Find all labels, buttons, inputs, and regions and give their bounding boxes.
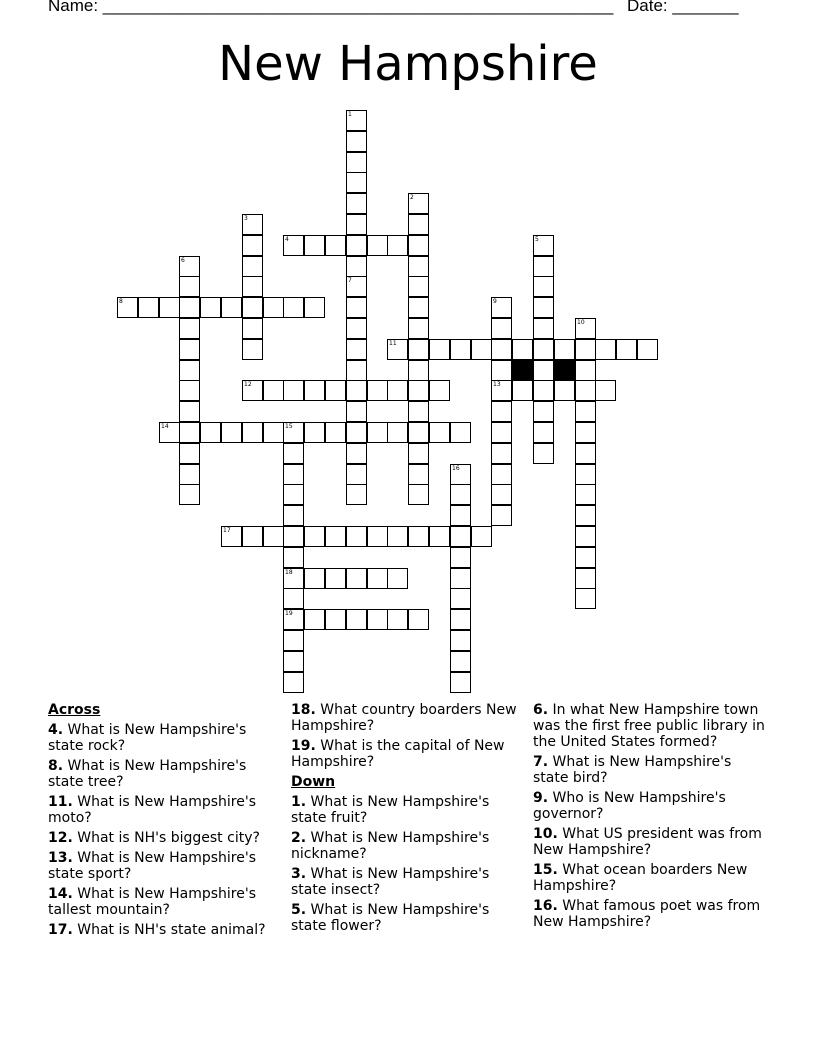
clue-number: 14.: [48, 886, 73, 902]
grid-cell[interactable]: [283, 235, 304, 256]
grid-cell[interactable]: [408, 443, 429, 464]
cell-number: 10: [577, 319, 585, 326]
grid-cell[interactable]: [263, 297, 284, 318]
grid-cell[interactable]: [346, 360, 367, 381]
grid-cell[interactable]: [450, 339, 471, 360]
grid-cell[interactable]: [221, 297, 242, 318]
clue-list: [291, 702, 523, 770]
clue-column-2: [291, 702, 523, 938]
grid-cell[interactable]: [138, 297, 159, 318]
clue-number: 17.: [48, 922, 73, 938]
grid-cell[interactable]: [533, 297, 554, 318]
grid-cell[interactable]: [159, 422, 180, 443]
clue-item: [291, 738, 523, 770]
grid-cell[interactable]: [242, 256, 263, 277]
clue-item: [291, 902, 523, 934]
grid-cell[interactable]: [575, 526, 596, 547]
grid-cell[interactable]: [304, 380, 325, 401]
clue-number: 8.: [48, 758, 64, 774]
grid-cell[interactable]: [346, 568, 367, 589]
grid-cell[interactable]: [450, 484, 471, 505]
clue-number: 16.: [533, 898, 558, 914]
cell-number: 16: [452, 465, 460, 472]
grid-cell[interactable]: [283, 297, 304, 318]
grid-cell[interactable]: [450, 568, 471, 589]
clue-text: What is New Hampshire's nickname?: [291, 830, 490, 862]
clue-number: 4.: [48, 722, 64, 738]
grid-cell[interactable]: [408, 422, 429, 443]
grid-cell[interactable]: [471, 339, 492, 360]
clue-item: [533, 790, 765, 822]
grid-cell[interactable]: [387, 235, 408, 256]
clue-column-1: [48, 702, 280, 942]
grid-cell[interactable]: [450, 609, 471, 630]
clue-item: [291, 702, 523, 734]
clue-number: 9.: [533, 790, 549, 806]
grid-cell[interactable]: [179, 360, 200, 381]
grid-cell[interactable]: [575, 464, 596, 485]
grid-cell[interactable]: [346, 193, 367, 214]
grid-cell[interactable]: [512, 339, 533, 360]
grid-cell[interactable]: [408, 380, 429, 401]
clue-item: [48, 886, 280, 918]
grid-cell[interactable]: [179, 484, 200, 505]
grid-cell[interactable]: [491, 484, 512, 505]
grid-cell[interactable]: [533, 318, 554, 339]
grid-cell[interactable]: [283, 526, 304, 547]
grid-cell[interactable]: [408, 484, 429, 505]
grid-cell[interactable]: [408, 297, 429, 318]
clue-list: [533, 702, 765, 930]
grid-cell[interactable]: [387, 609, 408, 630]
grid-cell[interactable]: [283, 464, 304, 485]
grid-cell[interactable]: [283, 609, 304, 630]
grid-cell[interactable]: [408, 318, 429, 339]
grid-cell[interactable]: [595, 339, 616, 360]
grid-cell[interactable]: [179, 339, 200, 360]
grid-cell[interactable]: [450, 464, 471, 485]
clue-item: [48, 722, 280, 754]
grid-cell[interactable]: [304, 526, 325, 547]
grid-cell[interactable]: [450, 588, 471, 609]
grid-block: [554, 360, 575, 381]
grid-cell[interactable]: [325, 526, 346, 547]
grid-cell[interactable]: [575, 318, 596, 339]
grid-cell[interactable]: [263, 422, 284, 443]
clue-list: [48, 722, 280, 938]
grid-cell[interactable]: [283, 505, 304, 526]
grid-cell[interactable]: [450, 505, 471, 526]
grid-cell[interactable]: [429, 339, 450, 360]
grid-cell[interactable]: [387, 568, 408, 589]
clue-number: 2.: [291, 830, 307, 846]
cell-number: 15: [285, 423, 293, 430]
grid-cell[interactable]: [346, 422, 367, 443]
grid-cell[interactable]: [533, 276, 554, 297]
grid-cell[interactable]: [346, 443, 367, 464]
clue-item: [291, 830, 523, 862]
grid-cell[interactable]: [179, 297, 200, 318]
grid-cell[interactable]: [387, 339, 408, 360]
grid-cell[interactable]: [408, 401, 429, 422]
grid-cell[interactable]: [117, 297, 138, 318]
grid-cell[interactable]: [283, 380, 304, 401]
grid-cell[interactable]: [575, 484, 596, 505]
grid-cell[interactable]: [346, 172, 367, 193]
clue-item: [48, 830, 280, 846]
grid-cell[interactable]: [387, 526, 408, 547]
grid-cell[interactable]: [283, 672, 304, 693]
grid-cell[interactable]: [263, 526, 284, 547]
grid-cell[interactable]: [429, 526, 450, 547]
grid-cell[interactable]: [346, 484, 367, 505]
grid-cell[interactable]: [491, 505, 512, 526]
grid-cell[interactable]: [575, 401, 596, 422]
cell-number: 5: [535, 236, 539, 243]
grid-cell[interactable]: [221, 526, 242, 547]
grid-cell[interactable]: [283, 443, 304, 464]
cell-number: 1: [348, 111, 352, 118]
clue-number: 12.: [48, 830, 73, 846]
grid-cell[interactable]: [575, 505, 596, 526]
grid-cell[interactable]: [221, 422, 242, 443]
grid-cell[interactable]: [304, 422, 325, 443]
grid-cell[interactable]: [450, 422, 471, 443]
grid-cell[interactable]: [408, 235, 429, 256]
grid-cell[interactable]: [242, 318, 263, 339]
grid-cell[interactable]: [242, 276, 263, 297]
grid-cell[interactable]: [471, 526, 492, 547]
grid-cell[interactable]: [325, 422, 346, 443]
grid-cell[interactable]: [575, 380, 596, 401]
grid-cell[interactable]: [367, 568, 388, 589]
grid-cell[interactable]: [179, 422, 200, 443]
cell-number: 2: [410, 194, 414, 201]
grid-cell[interactable]: [450, 651, 471, 672]
cell-number: 17: [223, 527, 231, 534]
cell-number: 8: [119, 298, 123, 305]
grid-cell[interactable]: [533, 401, 554, 422]
grid-cell[interactable]: [346, 235, 367, 256]
grid-cell[interactable]: [346, 609, 367, 630]
grid-cell[interactable]: [408, 609, 429, 630]
clue-text: What is New Hampshire's state tree?: [48, 758, 247, 790]
grid-cell[interactable]: [179, 276, 200, 297]
grid-cell[interactable]: [450, 672, 471, 693]
grid-cell[interactable]: [533, 380, 554, 401]
cell-number: 13: [493, 381, 501, 388]
grid-cell[interactable]: [637, 339, 658, 360]
grid-cell[interactable]: [367, 526, 388, 547]
cell-number: 7: [348, 277, 352, 284]
grid-cell[interactable]: [179, 318, 200, 339]
clue-text: What is New Hampshire's state fruit?: [291, 794, 490, 826]
grid-cell[interactable]: [242, 380, 263, 401]
grid-cell[interactable]: [346, 401, 367, 422]
grid-cell[interactable]: [242, 526, 263, 547]
grid-cell[interactable]: [304, 609, 325, 630]
grid-cell[interactable]: [491, 464, 512, 485]
grid-cell[interactable]: [346, 276, 367, 297]
grid-cell[interactable]: [367, 609, 388, 630]
grid-cell[interactable]: [346, 152, 367, 173]
clue-column-3: [533, 702, 765, 934]
grid-cell[interactable]: [575, 360, 596, 381]
grid-cell[interactable]: [283, 568, 304, 589]
clue-number: 11.: [48, 794, 73, 810]
grid-cell[interactable]: [283, 484, 304, 505]
grid-cell[interactable]: [346, 256, 367, 277]
clue-item: [48, 850, 280, 882]
grid-cell[interactable]: [491, 443, 512, 464]
clue-text: What is NH's biggest city?: [72, 830, 260, 846]
grid-cell[interactable]: [346, 318, 367, 339]
page-title: New Hampshire: [218, 36, 598, 92]
grid-cell[interactable]: [387, 380, 408, 401]
grid-cell[interactable]: [450, 547, 471, 568]
grid-cell[interactable]: [408, 256, 429, 277]
grid-cell[interactable]: [533, 422, 554, 443]
grid-cell[interactable]: [346, 214, 367, 235]
down-heading: Down: [291, 774, 336, 790]
clue-item: [533, 826, 765, 858]
grid-cell[interactable]: [242, 339, 263, 360]
grid-cell[interactable]: [491, 339, 512, 360]
clue-number: 18.: [291, 702, 316, 718]
grid-cell[interactable]: [325, 609, 346, 630]
grid-cell[interactable]: [491, 401, 512, 422]
grid-cell[interactable]: [450, 630, 471, 651]
clue-number: 15.: [533, 862, 558, 878]
grid-cell[interactable]: [408, 526, 429, 547]
grid-cell[interactable]: [242, 235, 263, 256]
grid-cell[interactable]: [346, 339, 367, 360]
grid-cell[interactable]: [491, 297, 512, 318]
clue-item: [291, 866, 523, 898]
grid-cell[interactable]: [533, 256, 554, 277]
grid-cell[interactable]: [242, 297, 263, 318]
grid-cell[interactable]: [450, 526, 471, 547]
grid-cell[interactable]: [575, 422, 596, 443]
grid-cell[interactable]: [346, 380, 367, 401]
clue-text: What US president was from New Hampshire?: [533, 826, 762, 858]
date-field-label: Date: _______: [627, 0, 739, 15]
grid-cell[interactable]: [346, 110, 367, 131]
grid-cell[interactable]: [575, 443, 596, 464]
grid-block: [512, 360, 533, 381]
clue-text: What is New Hampshire's moto?: [48, 794, 257, 826]
grid-cell[interactable]: [304, 297, 325, 318]
clue-number: 7.: [533, 754, 549, 770]
grid-cell[interactable]: [575, 568, 596, 589]
clue-number: 13.: [48, 850, 73, 866]
grid-cell[interactable]: [325, 568, 346, 589]
clue-item: [533, 702, 765, 750]
grid-cell[interactable]: [429, 380, 450, 401]
clue-text: What country boarders New Hampshire?: [291, 702, 517, 734]
grid-cell[interactable]: [200, 422, 221, 443]
grid-cell[interactable]: [533, 443, 554, 464]
grid-cell[interactable]: [304, 568, 325, 589]
clue-number: 3.: [291, 866, 307, 882]
clue-item: [48, 758, 280, 790]
grid-cell[interactable]: [491, 422, 512, 443]
grid-cell[interactable]: [595, 380, 616, 401]
grid-cell[interactable]: [491, 380, 512, 401]
clue-text: What is New Hampshire's state rock?: [48, 722, 247, 754]
grid-cell[interactable]: [304, 235, 325, 256]
grid-cell[interactable]: [325, 380, 346, 401]
cell-number: 9: [493, 298, 497, 305]
grid-cell[interactable]: [346, 526, 367, 547]
grid-cell[interactable]: [283, 651, 304, 672]
clue-list: [291, 794, 523, 934]
grid-cell[interactable]: [533, 235, 554, 256]
cell-number: 12: [244, 381, 252, 388]
clue-text: What is NH's state animal?: [72, 922, 266, 938]
grid-cell[interactable]: [283, 630, 304, 651]
clue-text: What is the capital of New Hampshire?: [291, 738, 505, 770]
clue-number: 6.: [533, 702, 549, 718]
grid-cell[interactable]: [491, 318, 512, 339]
grid-cell[interactable]: [408, 464, 429, 485]
grid-cell[interactable]: [408, 214, 429, 235]
grid-cell[interactable]: [616, 339, 637, 360]
grid-cell[interactable]: [325, 235, 346, 256]
grid-cell[interactable]: [408, 339, 429, 360]
grid-cell[interactable]: [367, 235, 388, 256]
clue-item: [533, 898, 765, 930]
clue-item: [48, 794, 280, 826]
cell-number: 3: [244, 215, 248, 222]
name-field-label: Name: ______________________________________________________: [48, 0, 614, 15]
grid-cell[interactable]: [408, 360, 429, 381]
grid-cell[interactable]: [367, 380, 388, 401]
cell-number: 14: [161, 423, 169, 430]
grid-cell[interactable]: [491, 360, 512, 381]
grid-cell[interactable]: [554, 380, 575, 401]
clue-text: What ocean boarders New Hampshire?: [533, 862, 748, 894]
grid-cell[interactable]: [346, 131, 367, 152]
clue-text: What is New Hampshire's tallest mountain?: [48, 886, 257, 918]
clue-text: What is New Hampshire's state insect?: [291, 866, 490, 898]
clue-text: In what New Hampshire town was the first free public library in the United States formed?: [533, 702, 765, 750]
cell-number: 18: [285, 569, 293, 576]
across-heading: Across: [48, 702, 101, 718]
clue-text: What is New Hampshire's state sport?: [48, 850, 257, 882]
grid-cell[interactable]: [533, 360, 554, 381]
grid-cell[interactable]: [179, 464, 200, 485]
grid-cell[interactable]: [283, 422, 304, 443]
grid-cell[interactable]: [159, 297, 180, 318]
grid-cell[interactable]: [283, 547, 304, 568]
grid-cell[interactable]: [429, 422, 450, 443]
grid-cell[interactable]: [346, 464, 367, 485]
clue-number: 5.: [291, 902, 307, 918]
grid-cell[interactable]: [283, 588, 304, 609]
clue-number: 19.: [291, 738, 316, 754]
clue-item: [291, 794, 523, 826]
clue-text: Who is New Hampshire's governor?: [533, 790, 726, 822]
clue-item: [533, 862, 765, 894]
grid-cell[interactable]: [200, 297, 221, 318]
cell-number: 6: [181, 257, 185, 264]
grid-cell[interactable]: [408, 276, 429, 297]
cell-number: 4: [285, 236, 289, 243]
grid-cell[interactable]: [179, 256, 200, 277]
grid-cell[interactable]: [242, 214, 263, 235]
grid-cell[interactable]: [575, 339, 596, 360]
clue-item: [48, 922, 280, 938]
grid-cell[interactable]: [242, 422, 263, 443]
grid-cell[interactable]: [179, 380, 200, 401]
cell-number: 19: [285, 610, 293, 617]
grid-cell[interactable]: [367, 422, 388, 443]
grid-cell[interactable]: [575, 588, 596, 609]
grid-cell[interactable]: [512, 380, 533, 401]
grid-cell[interactable]: [179, 443, 200, 464]
grid-cell[interactable]: [408, 193, 429, 214]
clue-number: 1.: [291, 794, 307, 810]
grid-cell[interactable]: [533, 339, 554, 360]
grid-cell[interactable]: [387, 422, 408, 443]
grid-cell[interactable]: [346, 297, 367, 318]
clue-text: What is New Hampshire's state flower?: [291, 902, 490, 934]
grid-cell[interactable]: [179, 401, 200, 422]
grid-cell[interactable]: [263, 380, 284, 401]
clue-text: What is New Hampshire's state bird?: [533, 754, 732, 786]
grid-cell[interactable]: [554, 339, 575, 360]
grid-cell[interactable]: [575, 547, 596, 568]
clue-item: [533, 754, 765, 786]
clue-text: What famous poet was from New Hampshire?: [533, 898, 761, 930]
cell-number: 11: [389, 340, 397, 347]
clue-number: 10.: [533, 826, 558, 842]
